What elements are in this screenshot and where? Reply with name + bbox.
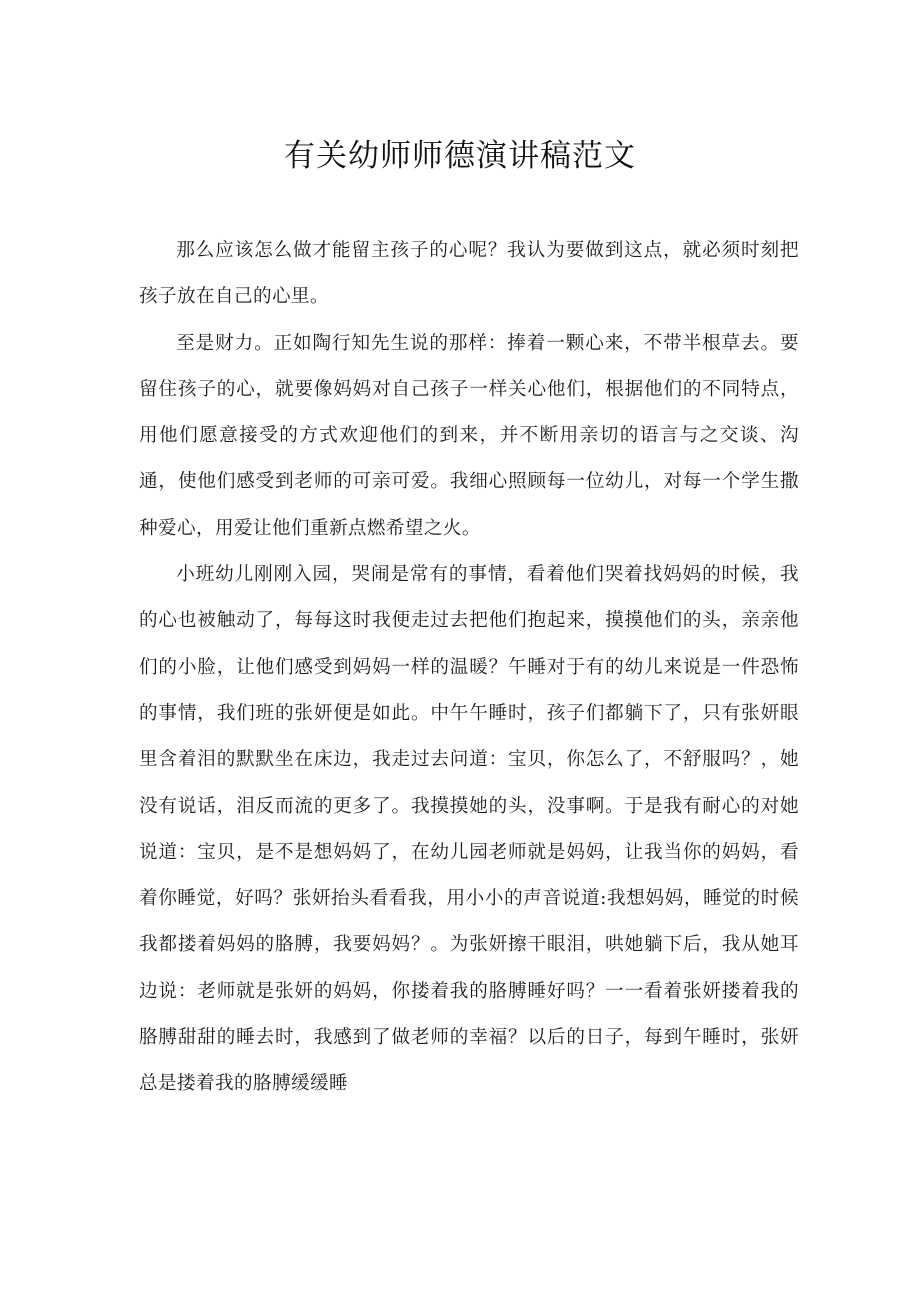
paragraph-1: 那么应该怎么做才能留主孩子的心呢？我认为要做到这点，就必须时刻把孩子放在自己的心里。 — [139, 240, 799, 308]
document-title: 有关幼师师德演讲稿范文 — [284, 138, 636, 174]
document-body — [139, 228, 799, 1108]
paragraph-2: 至是财力。正如陶行知先生说的那样：捧着一颗心来，不带半根草去。要留住孩子的心，就要像妈妈对自己孩子一样关心他们，根据他们的不同特点，用他们愿意接受的方式欢迎他们的到来，并不断用亲切的语言与之交谈、沟通，使他们感受到老师的可亲可爱。我细心照顾每一位幼儿，对每一个学生撒种爱心，用爱让他们重新点燃希望之火。 — [139, 332, 799, 539]
paragraph-3: 小班幼儿刚刚入园，哭闹是常有的事情，看着他们哭着找妈妈的时候，我的心也被触动了，每每这时我便走过去把他们抱起来，摸摸他们的头，亲亲他们的小脸，让他们感受到妈妈一样的温暖？午睡对于有的幼儿来说是一件恐怖的事情，我们班的张妍便是如此。中午午睡时，孩子们都躺下了，只有张妍眼里含着泪的默默坐在床边，我走过去问道：宝贝，你怎么了，不舒服吗？，她没有说话，泪反而流的更多了。我摸摸她的头，没事啊。于是我有耐心的对她说道：宝贝，是不是想妈妈了，在幼儿园老师就是妈妈，让我当你的妈妈，看着你睡觉，好吗？张妍抬头看看我，用小小的声音说道:我想妈妈，睡觉的时候我都搂着妈妈的胳膊，我要妈妈？。为张妍擦干眼泪，哄她躺下后，我从她耳边说：老师就是张妍的妈妈，你搂着我的胳膊睡好吗？一一看着张妍搂着我的胳膊甜甜的睡去时，我感到了做老师的幸福？以后的日子，每到午睡时，张妍总是搂着我的胳膊缓缓睡 — [139, 564, 799, 1095]
